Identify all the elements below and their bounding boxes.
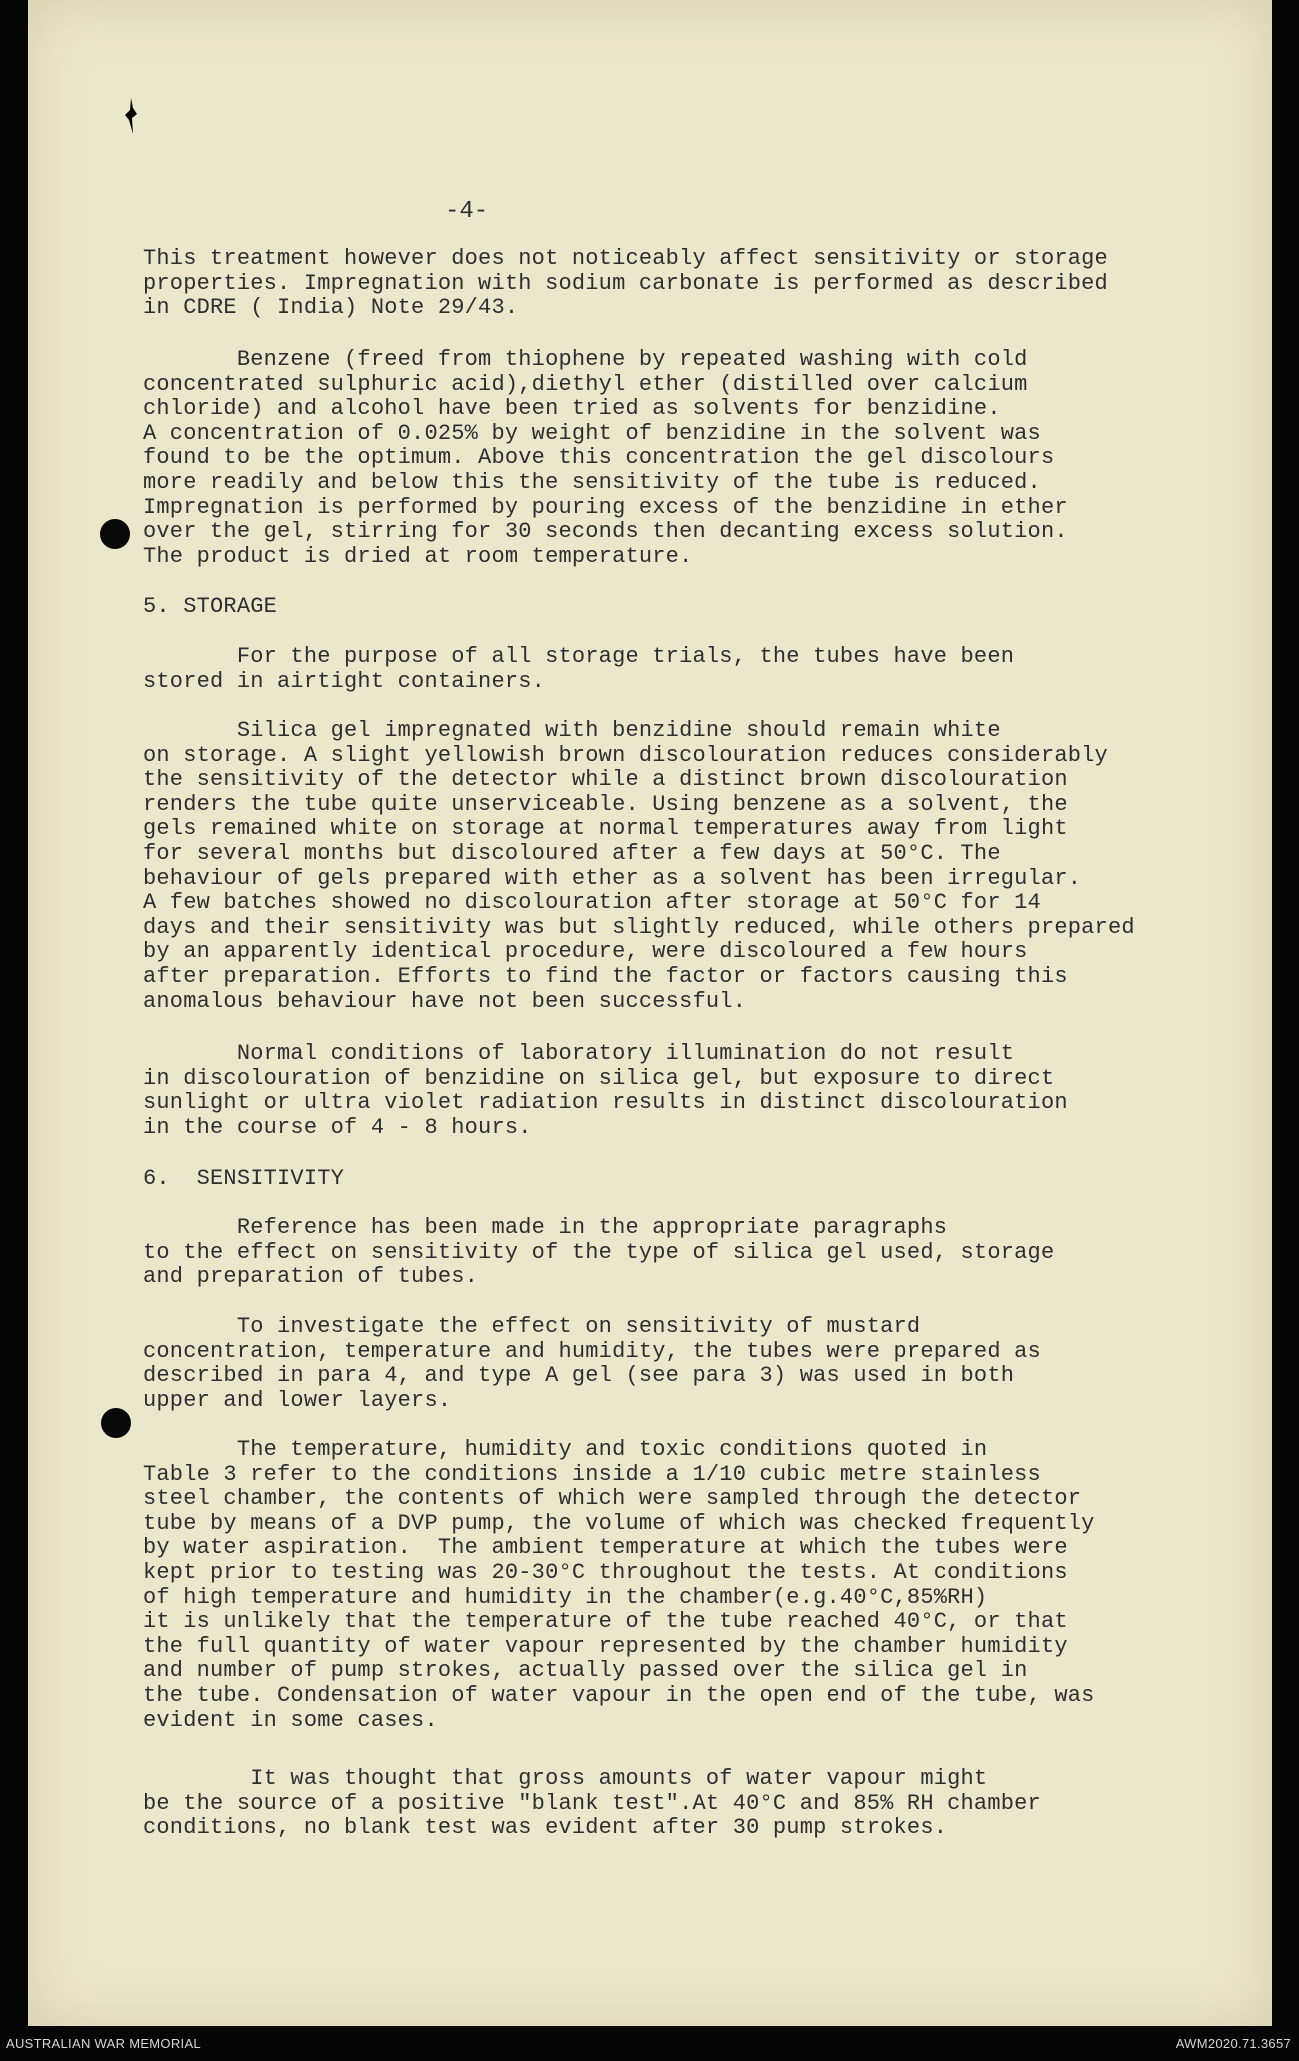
paragraph-water-vapour: It was thought that gross amounts of water vapour might be the source of a positive "blank test".At 40°C and 85% RH chamber conditions, no blank test was evident after 30 pump strokes. (143, 1766, 1041, 1841)
paragraph-silica-gel: Silica gel impregnated with benzidine should remain white on storage. A slight yellowish brown discolouration reduces considerably the sensitivity of the detector while a distinct brown discolouration renders the tube quite unserviceable. Using benzene as a solvent, the gels remained white on storage at normal temperatures away from light for several months but discoloured after a few days at 50°C. The behaviour of gels prepared with ether as a solvent has been irregular. A few batches showed no discolouration after storage at 50°C for 14 days and their sensitivity was but slightly reduced, while others prepared by an apparently identical procedure, were discoloured a few hours after preparation. Efforts to find the factor or factors causing this anomalous behaviour have not been successful. (143, 718, 1135, 1014)
paragraph-reference: Reference has been made in the appropriate paragraphs to the effect on sensitivity of the type of silica gel used, storage and preparation of tubes. (143, 1215, 1055, 1290)
paragraph-treatment: This treatment however does not noticeably affect sensitivity or storage properties. Impregnation with sodium carbonate is performed as described in CDRE ( India) Note 29/43. (143, 246, 1108, 321)
ink-mark-icon (124, 98, 138, 134)
page-number: -4- (445, 198, 489, 225)
heading-storage: 5. STORAGE (143, 594, 278, 619)
paragraph-illumination: Normal conditions of laboratory illumination do not result in discolouration of benzidine on silica gel, but exposure to direct sunlight or ultra violet radiation results in distinct discolouration in the course of 4 - 8 hours. (143, 1041, 1068, 1140)
punch-hole-bottom (101, 1408, 131, 1438)
paragraph-temperature: The temperature, humidity and toxic conditions quoted in Table 3 refer to the conditions inside a 1/10 cubic metre stainless steel chamber, the contents of which were sampled through the detector tube by means of a DVP pump, the volume of which was checked frequently by water aspiration. The ambient temperature at which the tubes were kept prior to testing was 20-30°C throughout the tests. At conditions of high temperature and humidity in the chamber(e.g.40°C,85%RH) it is unlikely that the temperature of the tube reached 40°C, or that the full quantity of water vapour represented by the chamber humidity and number of pump strokes, actually passed over the silica gel in the tube. Condensation of water vapour in the open end of the tube, was evident in some cases. (143, 1437, 1095, 1733)
heading-sensitivity: 6. SENSITIVITY (143, 1166, 345, 1191)
footer-reference: AWM2020.71.3657 (1175, 2036, 1291, 2051)
footer-source: AUSTRALIAN WAR MEMORIAL (6, 2036, 201, 2051)
paragraph-benzene: Benzene (freed from thiophene by repeated washing with cold concentrated sulphuric acid),diethyl ether (distilled over calcium chloride) and alcohol have been tried as solvents for benzidine. A concentration of 0.025% by weight of benzidine in the solvent was found to be the optimum. Above this concentration the gel discolours more readily and below this the sensitivity of the tube is reduced. Impregnation is performed by pouring excess of the benzidine in ether over the gel, stirring for 30 seconds then decanting excess solution. The product is dried at room temperature. (143, 347, 1068, 569)
paragraph-investigate: To investigate the effect on sensitivity of mustard concentration, temperature and humidity, the tubes were prepared as described in para 4, and type A gel (see para 3) was used in both upper and lower layers. (143, 1314, 1041, 1413)
punch-hole-top (100, 519, 130, 549)
paragraph-storage-trials: For the purpose of all storage trials, the tubes have been stored in airtight containers. (143, 644, 1015, 694)
